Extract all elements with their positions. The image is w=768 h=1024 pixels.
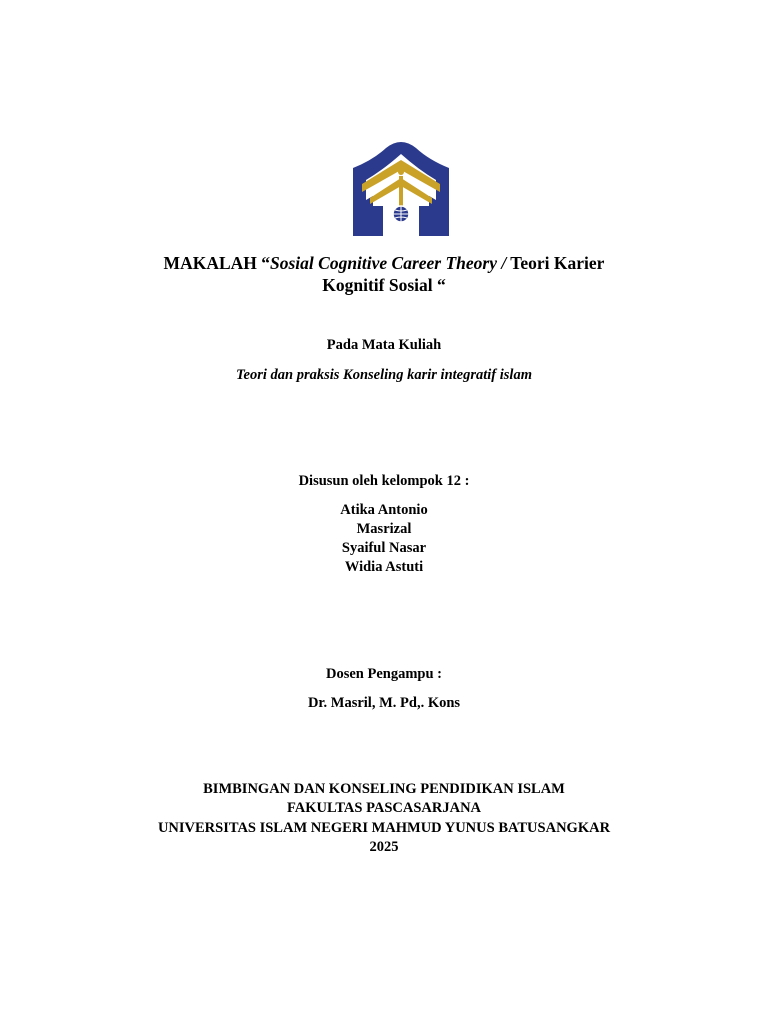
author-name: Widia Astuti	[344, 559, 424, 575]
institution-line: BIMBINGAN DAN KONSELING PENDIDIKAN ISLAM	[203, 781, 565, 797]
author-name: Atika Antonio	[340, 502, 428, 518]
institution-line: UNIVERSITAS ISLAM NEGERI MAHMUD YUNUS BATUSANGKAR	[157, 820, 611, 836]
course-label: Pada Mata Kuliah	[326, 337, 442, 353]
course-name: Teori dan praksis Konseling karir integratif islam	[236, 367, 532, 383]
title-rest: Teori Karier	[506, 253, 605, 273]
title-line-2: Kognitif Sosial “	[322, 275, 446, 295]
uin-logo-icon	[348, 140, 454, 240]
author-name: Syaiful Nasar	[341, 540, 427, 556]
authors-label: Disusun oleh kelompok 12 :	[298, 473, 470, 489]
document-year: 2025	[369, 839, 399, 855]
institution-line: FAKULTAS PASCASARJANA	[286, 800, 482, 816]
author-name: Masrizal	[356, 521, 412, 537]
document-title	[0, 252, 768, 296]
lecturer-name: Dr. Masril, M. Pd,. Kons	[307, 695, 461, 711]
title-italic: Sosial Cognitive Career Theory /	[270, 253, 507, 273]
title-prefix: MAKALAH “	[163, 253, 270, 273]
lecturer-label: Dosen Pengampu :	[325, 666, 442, 682]
